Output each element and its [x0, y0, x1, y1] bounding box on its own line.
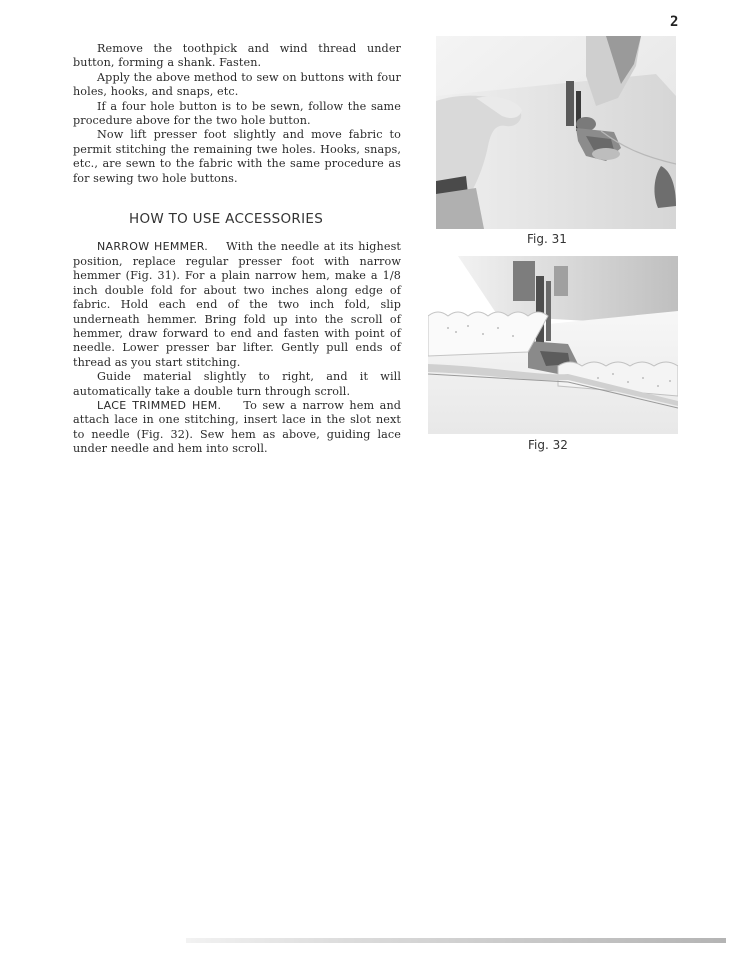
- body-text-column: [73, 42, 401, 457]
- figure-32-illustration: [428, 256, 678, 434]
- figure-31-illustration: [436, 36, 676, 229]
- paragraph-narrow-hemmer-2: Guide material slightly to right, and it will automatically take a double turn through scroll.: [73, 370, 401, 398]
- figure-31-caption: Fig. 31: [527, 232, 567, 246]
- narrow-hemmer-text: With the needle at its highest position, replace regular presser foot with narrow hemmer (Fig. 31). For a plain narrow hem, make a 1/8 inch double fold for about two inches along edge of fabric. Hold each end of the two inch fold, slip underneath hemmer. Bring fold up into the scroll of hemmer, draw forward to end and fasten with point of needle. Lower presser bar lifter. Gently pull ends of thread as you start stitching.: [73, 240, 402, 369]
- paragraph-intro-4: Now lift presser foot slightly and move fabric to permit stitching the remaining twe holes. Hooks, snaps, etc., are sewn to the fabric with the same procedure as for sewing two hole buttons.: [73, 128, 401, 185]
- paragraph-narrow-hemmer: [73, 240, 401, 370]
- lace-hem-text: To sew a narrow hem and attach lace in one stitching, insert lace in the slot next to needle (Fig. 32). Sew hem as above, guiding lace under needle and hem into scroll.: [73, 398, 402, 456]
- page-number: 2: [670, 14, 679, 30]
- paragraph-intro-3: If a four hole button is to be sewn, follow the same procedure above for the two hole button.: [73, 99, 401, 128]
- lace-hem-lead: LACE TRIMMED HEM.: [97, 398, 222, 412]
- bottom-scan-edge: [186, 938, 726, 943]
- figure-31-photo: [436, 36, 676, 229]
- paragraph-intro-2: Apply the above method to sew on buttons with four holes, hooks, and snaps, etc.: [73, 70, 401, 99]
- figure-32-photo: [428, 256, 678, 434]
- paragraph-lace-hem: [73, 399, 401, 457]
- narrow-hemmer-lead: NARROW HEMMER.: [97, 240, 209, 254]
- paragraph-intro-1: Remove the toothpick and wind thread under button, forming a shank. Fasten.: [73, 42, 401, 70]
- figure-32-caption: Fig. 32: [528, 438, 568, 452]
- section-heading: HOW TO USE ACCESSORIES: [129, 211, 324, 228]
